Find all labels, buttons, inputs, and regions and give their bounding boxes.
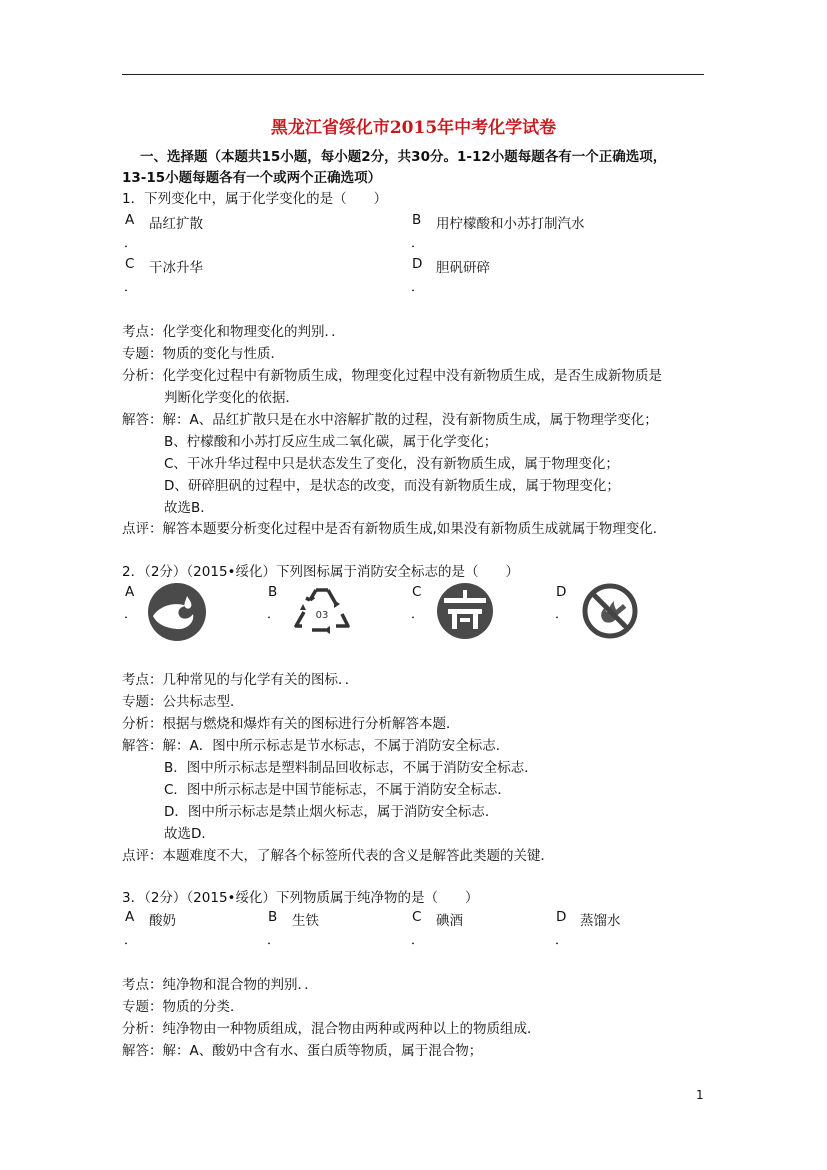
q1-option-a-text: 品红扩散 <box>149 216 203 232</box>
q2-topic: 专题：公共标志型． <box>122 694 244 710</box>
q1-option-d-letter: D <box>412 256 423 272</box>
q3-option-b-letter: B <box>268 909 278 925</box>
q2-option-a-letter: A <box>125 584 135 600</box>
q2-option-b-dot: ． <box>267 607 281 622</box>
q2-option-d-dot: ． <box>555 607 569 622</box>
svg-text:03: 03 <box>315 610 329 621</box>
section-heading-line1: 一、选择题（本题共15小题，每小题2分，共30分。1-12小题每题各有一个正确选项， <box>140 149 667 165</box>
q2-option-b-letter: B <box>268 584 278 600</box>
q3-option-a-text: 酸奶 <box>149 913 176 929</box>
q1-solution-c: C、干冰升华过程中只是状态发生了变化，没有新物质生成，属于物理变化； <box>164 456 619 472</box>
q1-option-c-dot: ． <box>124 280 138 295</box>
q3-option-a-letter: A <box>125 909 135 925</box>
q3-option-c-letter: C <box>412 909 422 925</box>
q1-key-point: 考点：化学变化和物理变化的判别．． <box>122 324 345 340</box>
q2-comment: 点评：本题难度不大，了解各个标签所代表的含义是解答此类题的关键． <box>122 848 554 864</box>
q1-option-a-dot: ． <box>124 236 138 251</box>
q1-analysis: 分析：化学变化过程中有新物质生成，物理变化过程中没有新物质生成，是否生成新物质是 <box>122 368 662 384</box>
q3-option-d-dot: ． <box>555 933 569 948</box>
energy-saving-icon <box>436 582 494 640</box>
q1-option-d-dot: ． <box>411 280 425 295</box>
q3-option-b-text: 生铁 <box>292 913 319 929</box>
header-rule <box>122 74 704 75</box>
q3-key-point: 考点：纯净物和混合物的判别．． <box>122 977 318 993</box>
q1-option-b-dot: ． <box>411 236 425 251</box>
q1-comment: 点评：解答本题要分析变化过程中是否有新物质生成,如果没有新物质生成就属于物理变化． <box>122 521 667 537</box>
water-saving-icon <box>147 582 207 642</box>
q1-option-d-text: 胆矾研碎 <box>436 260 490 276</box>
q1-option-c-letter: C <box>125 256 135 272</box>
q3-solution: 解答：解：A、酸奶中含有水、蛋白质等物质，属于混合物； <box>122 1043 483 1059</box>
q2-solution-b: B．图中所示标志是塑料制品回收标志，不属于消防安全标志． <box>164 760 538 776</box>
q2-stem: 2．（2分）（2015•绥化）下列图标属于消防安全标志的是（ ） <box>122 564 519 580</box>
q3-option-d-letter: D <box>556 909 567 925</box>
q2-answer: 故选D． <box>164 826 215 842</box>
section-heading-line2: 13-15小题每题各有一个或两个正确选项） <box>122 170 382 186</box>
q1-answer: 故选B． <box>164 500 214 516</box>
q3-option-d-text: 蒸馏水 <box>580 913 621 929</box>
q3-stem: 3．（2分）（2015•绥化）下列物质属于纯净物的是（ ） <box>122 890 479 906</box>
recycling-03-icon <box>290 580 354 640</box>
q1-solution: 解答：解：A、品红扩散只是在水中溶解扩散的过程，没有新物质生成，属于物理学变化； <box>122 412 658 428</box>
q1-analysis-cont: 判断化学变化的依据． <box>164 390 299 406</box>
q1-topic: 专题：物质的变化与性质． <box>122 346 284 362</box>
q3-analysis: 分析：纯净物由一种物质组成，混合物由两种或两种以上的物质组成． <box>122 1021 541 1037</box>
page-number: 1 <box>696 1088 704 1102</box>
q2-solution-c: C．图中所示标志是中国节能标志，不属于消防安全标志． <box>164 782 511 798</box>
q1-option-c-text: 干冰升华 <box>149 260 203 276</box>
q2-option-c-dot: ． <box>411 607 425 622</box>
q3-option-b-dot: ． <box>267 933 281 948</box>
no-open-flame-icon <box>581 582 639 640</box>
q1-option-b-text: 用柠檬酸和小苏打制汽水 <box>436 216 585 232</box>
q2-key-point: 考点：几种常见的与化学有关的图标．． <box>122 672 359 688</box>
exam-title: 黑龙江省绥化市2015年中考化学试卷 <box>270 118 557 138</box>
q3-option-a-dot: ． <box>124 933 138 948</box>
q2-analysis: 分析：根据与燃烧和爆炸有关的图标进行分析解答本题． <box>122 716 460 732</box>
q3-option-c-text: 碘酒 <box>436 913 463 929</box>
q1-option-a-letter: A <box>125 212 135 228</box>
q2-option-c-letter: C <box>412 584 422 600</box>
q1-stem: 1．下列变化中，属于化学变化的是（ ） <box>122 191 388 207</box>
q2-solution: 解答：解：A．图中所示标志是节水标志，不属于消防安全标志． <box>122 738 510 754</box>
q3-option-c-dot: ． <box>411 933 425 948</box>
q1-option-b-letter: B <box>412 212 422 228</box>
q2-solution-d: D．图中所示标志是禁止烟火标志，属于消防安全标志． <box>164 804 499 820</box>
q3-topic: 专题：物质的分类． <box>122 999 244 1015</box>
q1-solution-b: B、柠檬酸和小苏打反应生成二氧化碳，属于化学变化； <box>164 434 498 450</box>
q2-option-a-dot: ． <box>124 607 138 622</box>
q1-solution-d: D、研碎胆矾的过程中，是状态的改变，而没有新物质生成，属于物理变化； <box>164 478 620 494</box>
q2-option-d-letter: D <box>556 584 567 600</box>
